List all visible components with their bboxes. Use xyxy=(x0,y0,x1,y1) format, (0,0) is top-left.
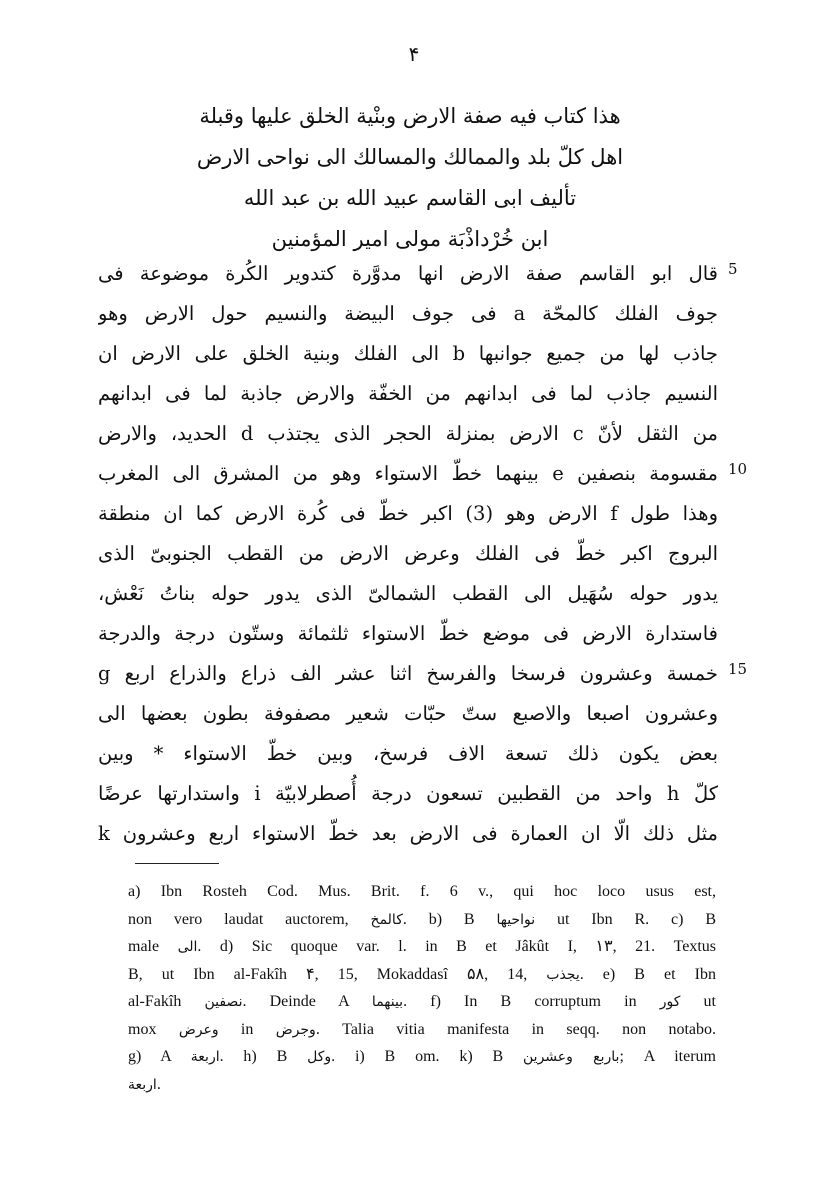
arabic-variant: نواحيها xyxy=(496,911,536,928)
arabic-variant: يجذب xyxy=(546,966,580,983)
arabic-variant: نصفين xyxy=(204,994,243,1010)
footnote-line xyxy=(128,878,716,906)
footnote-text: . i) B om. k) B xyxy=(331,1048,524,1065)
title-line: ابن خُرْداذْبَة مولى امير المؤمنين xyxy=(271,227,549,251)
footnote-line xyxy=(128,1043,716,1071)
arabic-variant: اربعة xyxy=(128,1076,157,1093)
arabic-variant: باربع وعشرين xyxy=(523,1049,620,1065)
title-line: اهل كلّ بلد والممالك والمسالك الى نواحى الارض xyxy=(196,145,624,169)
footnote-text: ut xyxy=(680,993,716,1010)
footnote-text: . d) Sic quoque var. l. in B et Jâkût I, ۱۳, 21. Textus xyxy=(197,938,716,955)
line-number: 15 xyxy=(728,660,748,678)
footnote-text: al-Fakîh xyxy=(128,993,205,1010)
body-line: مثل ذلك الّا ان العمارة فى الارض بعد خطّ الاستواء اربع وعشرون k xyxy=(98,822,718,845)
footnote-line xyxy=(128,1016,716,1044)
line-number: 10 xyxy=(728,460,748,478)
arabic-variant: كالمخ xyxy=(370,911,403,928)
body-line: مقسومة بنصفين e بينهما خطّ الاستواء وهو من المشرق الى المغرب xyxy=(98,462,718,485)
body-line: قال ابو القاسم صفة الارض انها مدوَّرة كتدوير الكُرة موضوعة فى xyxy=(98,262,718,285)
title-line: تأليف ابى القاسم عبيد الله بن عبد الله xyxy=(243,186,577,210)
arabic-variant: وكل xyxy=(307,1049,332,1065)
footnote-text: . e) B et Ibn xyxy=(579,965,716,983)
title-line: هذا كتاب فيه صفة الارض وبنْية الخلق عليها وقبلة xyxy=(199,104,621,128)
footnote-text: . b) B xyxy=(402,910,497,928)
arabic-variant: وجرض xyxy=(275,1021,316,1038)
footnote-line xyxy=(128,933,716,961)
footnote-text: non vero laudat auctorem, xyxy=(128,910,371,928)
arabic-variant: اربعة xyxy=(190,1049,220,1065)
footnotes xyxy=(128,878,716,1098)
arabic-variant: الى xyxy=(177,939,198,955)
arabic-variant: وعرض xyxy=(178,1021,219,1038)
body-line: بعض يكون ذلك تسعة الاف فرسخ، وبين خطّ الاستواء * وبين xyxy=(98,742,718,765)
footnote-text: in xyxy=(218,1020,276,1038)
footnote-text: male xyxy=(128,938,178,955)
body-line: يدور حوله سُهَيل الى القطب الشمالىّ الذى يدور حوله بناتُ نَعْش، xyxy=(98,582,718,605)
body-line: جاذب لها من جميع جوانبها b الى الفلك وبنية الخلق على الارض ان xyxy=(98,342,718,365)
arabic-body-text xyxy=(98,254,718,854)
body-line: وهذا طول f الارض وهو (3) اكبر خطّ فى كُرة الارض كما ان منطقة xyxy=(98,502,718,525)
footnote-text: . h) B xyxy=(219,1048,308,1065)
body-line: فاستدارة الارض فى موضع خطّ الاستواء ثلثمائة وستّون درجة والدرجة xyxy=(98,622,718,645)
footnote-line xyxy=(128,1071,716,1099)
arabic-variant: بينهما xyxy=(371,994,404,1010)
footnote-line xyxy=(128,906,716,934)
footnote-text: ut Ibn R. c) B xyxy=(535,910,716,928)
footnote-text: ; A iterum xyxy=(619,1048,716,1065)
body-line: النسيم جاذب لما فى ابدانهم من الخفّة والارض جاذبة لما فى ابدانهم xyxy=(98,382,718,405)
footnote-text: . f) In B corruptum in xyxy=(403,993,660,1010)
body-line: من الثقل لأنّ c الارض بمنزلة الحجر الذى يجتذب d الحديد، والارض xyxy=(98,422,718,445)
footnote-rule xyxy=(135,863,219,864)
page-number: ۴ xyxy=(408,42,420,66)
line-number: 5 xyxy=(728,260,738,278)
footnote-text: a) Ibn Rosteh Cod. Mus. Brit. f. 6 v., qui hoc loco usus est, xyxy=(128,883,716,900)
footnote-text: . Talia vitia manifesta in seqq. non notabo. xyxy=(315,1020,716,1038)
footnote-text: B, ut Ibn al-Fakîh ۴, 15, Mokaddasî ۵۸, 14, xyxy=(128,965,547,983)
body-line: كلّ h واحد من القطبين تسعون درجة أُصطرلابيّة i واستدارتها عرضًا xyxy=(98,782,718,805)
footnote-line xyxy=(128,988,716,1016)
body-line: جوف الفلك كالمحّة a فى جوف البيضة والنسيم حول الارض وهو xyxy=(98,302,718,325)
footnote-text: g) A xyxy=(128,1048,191,1065)
footnote-line xyxy=(128,961,716,989)
title-block xyxy=(130,96,690,260)
footnote-text: . Deinde A xyxy=(242,993,372,1010)
footnote-text: . xyxy=(156,1075,161,1093)
footnote-text: mox xyxy=(128,1020,179,1038)
body-line: وعشرون اصبعا والاصبع ستّ حبّات شعير مصفوفة بطون بعضها الى xyxy=(98,702,718,725)
arabic-variant: كور xyxy=(659,994,681,1010)
body-line: البروج اكبر خطّ فى الفلك وعرض الارض من القطب الجنوبىّ الذى xyxy=(98,542,718,565)
body-line: خمسة وعشرون فرسخا والفرسخ اثنا عشر الف ذراع والذراع اربع g xyxy=(98,662,718,685)
